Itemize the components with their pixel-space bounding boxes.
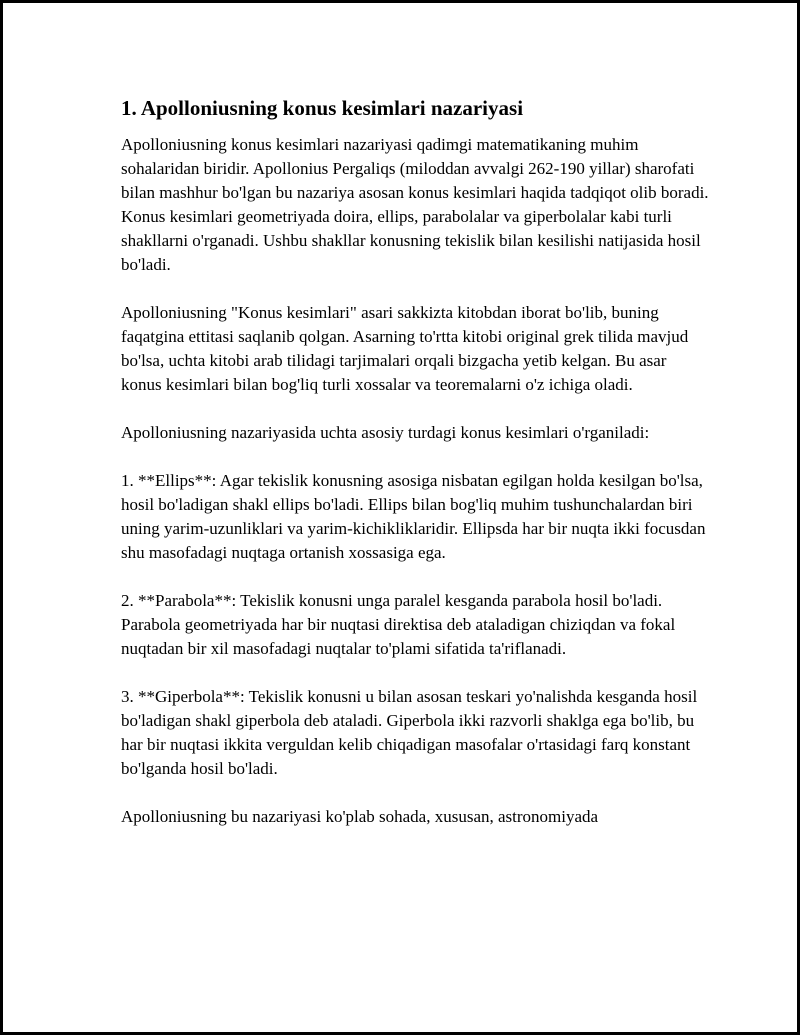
parabola-paragraph: 2. **Parabola**: Tekislik konusni unga paralel kesganda parabola hosil bo'ladi. Parabola geometriyada har bir nuqtasi direktisa deb ataladigan chiziqdan va fokal nuqtadan bir xil masofadagi nuqtalar to'plami sifatida ta'riflanadi. <box>121 591 676 658</box>
book-paragraph: Apolloniusning "Konus kesimlari" asari sakkizta kitobdan iborat bo'lib, buning faqatgina ettitasi saqlanib qolgan. Asarning to'rtta kitobi original grek tilida mavjud bo'lsa, uchta kitobi arab tilidagi tarjimalari orqali bizgacha yetib kelgan. Bu asar konus kesimlari bilan bog'liq turli xossalar va teoremalarni o'z ichiga oladi. <box>121 303 689 394</box>
intro-paragraph: Apolloniusning konus kesimlari nazariyasi qadimgi matematikaning muhim sohalaridan biridir. Apollonius Pergaliqs (miloddan avvalgi 262-190 yillar) sharofati bilan mashhur bo'lgan bu nazariya asosan konus kesimlari haqida tadqiqot olib boradi. Konus kesimlari geometriyada doira, ellips, parabolalar va giperbolalar kabi turli shakllarni o'rganadi. Ushbu shakllar konusning tekislik bilan kesilishi natijasida hosil bo'ladi. <box>121 135 709 274</box>
ellipse-paragraph: 1. **Ellips**: Agar tekislik konusning asosiga nisbatan egilgan holda kesilgan bo'lsa, hosil bo'ladigan shakl ellips bo'ladi. Ellips bilan bog'liq muhim tushunchalardan biri uning yarim-uzunliklari va yarim-kichikliklaridir. Ellipsda har bir nuqta ikki focusdan shu masofadagi nuqtaga ortanish xossasiga ega. <box>121 471 706 562</box>
closing-paragraph: Apolloniusning bu nazariyasi ko'plab sohada, xususan, astronomiyada <box>121 807 599 826</box>
types-intro-paragraph: Apolloniusning nazariyasida uchta asosiy turdagi konus kesimlari o'rganiladi: <box>121 423 650 442</box>
section-heading: 1. Apolloniusning konus kesimlari nazariyasi <box>121 96 524 120</box>
document-body <box>121 95 711 853</box>
hyperbola-paragraph: 3. **Giperbola**: Tekislik konusni u bilan asosan teskari yo'nalishda kesganda hosil bo'ladigan shakl giperbola deb ataladi. Giperbola ikki razvorli shaklga ega bo'lib, bu har bir nuqtasi ikkita verguldan kelib chiqadigan masofalar o'rtasidagi farq konstant bo'lganda hosil bo'ladi. <box>121 687 698 778</box>
